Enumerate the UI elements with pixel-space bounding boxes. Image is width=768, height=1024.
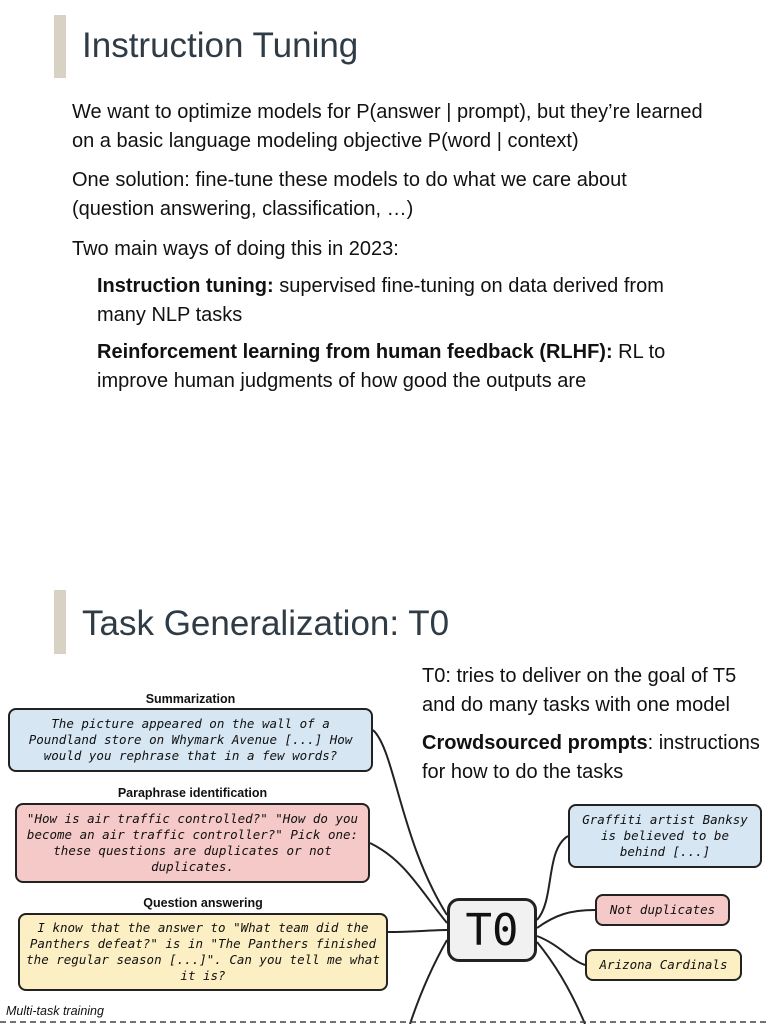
bullet-rlhf [97, 338, 717, 396]
connector-qa [388, 930, 447, 932]
output-summary: Graffiti artist Banksy is believed to be behind [...] [568, 804, 762, 868]
box-summarization: The picture appeared on the wall of a Poundland store on Whymark Avenue [...] How would you rephrase that in a few words? [8, 708, 373, 772]
slide-title: Instruction Tuning [82, 26, 359, 65]
bullet-label: Instruction tuning: [97, 275, 274, 297]
bullet-text: RL to improve human judgments of how good the outputs are [97, 341, 666, 392]
bullet-text: supervised fine-tuning on data derived from many NLP tasks [97, 275, 664, 326]
t0-model-box: T0 [447, 898, 537, 962]
slide-title: Task Generalization: T0 [82, 604, 450, 643]
slide-task-generalization [0, 580, 768, 1024]
crowdsourced-label: Crowdsourced prompts [422, 732, 648, 754]
paragraph-solution: One solution: fine-tune these models to do what we care about (question answering, classification, …) [72, 169, 627, 220]
crowdsourced-text: : instructions for how to do the tasks [422, 732, 760, 783]
label-question-answering: Question answering [143, 896, 263, 910]
output-paraphrase: Not duplicates [595, 894, 730, 926]
paragraph-two-ways: Two main ways of doing this in 2023: [72, 238, 399, 260]
label-paraphrase: Paraphrase identification [117, 786, 268, 800]
box-paraphrase: "How is air traffic controlled?" "How do you become an air traffic controller?" Pick one: these questions are duplicates or not duplicates. [15, 803, 370, 883]
connector-out2 [537, 910, 595, 928]
connector-down-right [537, 942, 585, 1024]
bullet-label: Reinforcement learning from human feedback (RLHF): [97, 341, 613, 363]
bullet-instruction-tuning [97, 272, 717, 330]
connector-summarization [373, 730, 447, 915]
connector-down-left [410, 940, 447, 1024]
connector-out1 [537, 836, 568, 920]
paragraph-objective: We want to optimize models for P(answer | prompt), but they’re learned on a basic language modeling objective P(word | context) [72, 101, 703, 152]
multitask-training-label: Multi-task training [6, 1004, 104, 1018]
connector-paraphrase [370, 843, 447, 923]
output-answer: Arizona Cardinals [585, 949, 742, 981]
paragraph-t0-goal: T0: tries to deliver on the goal of T5 and do many tasks with one model [422, 665, 737, 716]
box-question-answering: I know that the answer to "What team did the Panthers defeat?" is in "The Panthers finished the regular season [...]". Can you tell me what it is? [18, 913, 388, 991]
title-accent-bar [54, 15, 66, 78]
label-summarization: Summarization [145, 692, 236, 706]
